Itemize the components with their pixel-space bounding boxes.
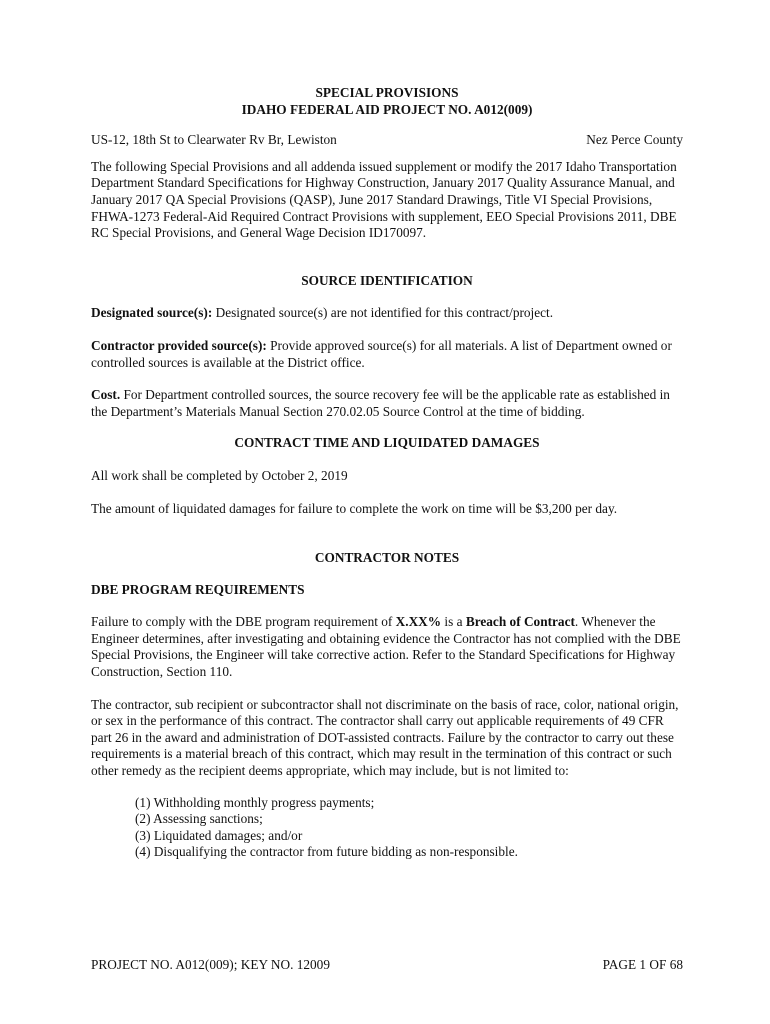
remedies-list bbox=[135, 795, 683, 861]
list-item: (3) Liquidated damages; and/or bbox=[135, 827, 303, 843]
liquidated-damages-paragraph: The amount of liquidated damages for failure to complete the work on time will be $3,200 per day. bbox=[91, 500, 618, 516]
list-item: (2) Assessing sanctions; bbox=[135, 811, 263, 827]
completion-date-paragraph: All work shall be completed by October 2, 2019 bbox=[91, 467, 348, 483]
contractor-sources-text: Provide approved source(s) for all materials. A list of Department owned or controlled sources is available at the District office. bbox=[91, 337, 672, 370]
designated-sources-text: Designated source(s) are not identified for this contract/project. bbox=[212, 305, 554, 321]
source-identification-heading: SOURCE IDENTIFICATION bbox=[301, 272, 473, 288]
dbe-p1-text-c: . Whenever the Engineer determines, after investigating and obtaining evidence the Contractor has not complied with the DBE Special Provisions, the Engineer will take corrective action. Refer to the Standard Specifications for Highway Construction, Section 110. bbox=[91, 614, 681, 680]
dbe-p1-text-b: is a bbox=[441, 614, 466, 630]
breach-of-contract-text: Breach of Contract bbox=[465, 614, 575, 630]
footer-page-number: PAGE 1 OF 68 bbox=[602, 957, 683, 972]
contractor-sources-paragraph bbox=[91, 338, 683, 371]
dbe-paragraph-2: The contractor, sub recipient or subcontractor shall not discriminate on the basis of race, color, national origin, or sex in the performance of this contract. The contractor shall carry out applicable requirements of 49 CFR part 26 in the award and administration of DOT-assisted contracts. Failure by the contractor to carry out these requirements is a material breach of this contract, which may result in the termination of this contract or such other remedy as the recipient deems appropriate, which may include, but is not limited to: bbox=[91, 696, 679, 779]
dbe-requirement-percent: X.XX% bbox=[395, 614, 442, 630]
contractor-sources-label: Contractor provided source(s): bbox=[91, 337, 267, 353]
designated-sources-label: Designated source(s): bbox=[91, 305, 213, 321]
document-body bbox=[91, 85, 683, 874]
dbe-paragraph-1 bbox=[91, 614, 683, 680]
intro-paragraph: The following Special Provisions and all addenda issued supplement or modify the 2017 Idaho Transportation Department Standard Specifications for Highway Construction, January 2017 Quality Assurance Manual, and January 2017 QA Special Provisions (QASP), June 2017 Standard Drawings, Title VI Special Provisions, FHWA-1273 Federal-Aid Required Contract Provisions with supplement, EEO Special Provisions 2011, DBE RC Special Provisions, and General Wage Decision ID170097. bbox=[91, 158, 677, 241]
project-county: Nez Perce County bbox=[586, 132, 683, 148]
title-line-1: SPECIAL PROVISIONS bbox=[315, 85, 459, 100]
cost-label: Cost. bbox=[91, 387, 121, 403]
list-item: (1) Withholding monthly progress payments; bbox=[135, 794, 375, 810]
cost-text: For Department controlled sources, the source recovery fee will be the applicable rate as established in the Department’s Materials Manual Section 270.02.05 Source Control at the time of bidding. bbox=[91, 387, 670, 419]
list-item: (4) Disqualifying the contractor from future bidding as non-responsible. bbox=[135, 844, 518, 860]
footer-project-number: PROJECT NO. A012(009); KEY NO. 12009 bbox=[91, 957, 330, 972]
project-location-line bbox=[91, 132, 683, 149]
cost-paragraph bbox=[91, 387, 683, 420]
contractor-notes-heading: CONTRACTOR NOTES bbox=[314, 550, 460, 566]
page-footer bbox=[91, 957, 683, 974]
designated-sources-paragraph bbox=[91, 305, 683, 322]
dbe-p1-text-a: Failure to comply with the DBE program requirement of bbox=[91, 614, 396, 630]
contract-time-heading: CONTRACT TIME AND LIQUIDATED DAMAGES bbox=[234, 435, 540, 451]
title-line-2: IDAHO FEDERAL AID PROJECT NO. A012(009) bbox=[241, 101, 533, 117]
project-location: US-12, 18th St to Clearwater Rv Br, Lewiston bbox=[91, 132, 337, 148]
dbe-program-heading: DBE PROGRAM REQUIREMENTS bbox=[91, 581, 305, 597]
